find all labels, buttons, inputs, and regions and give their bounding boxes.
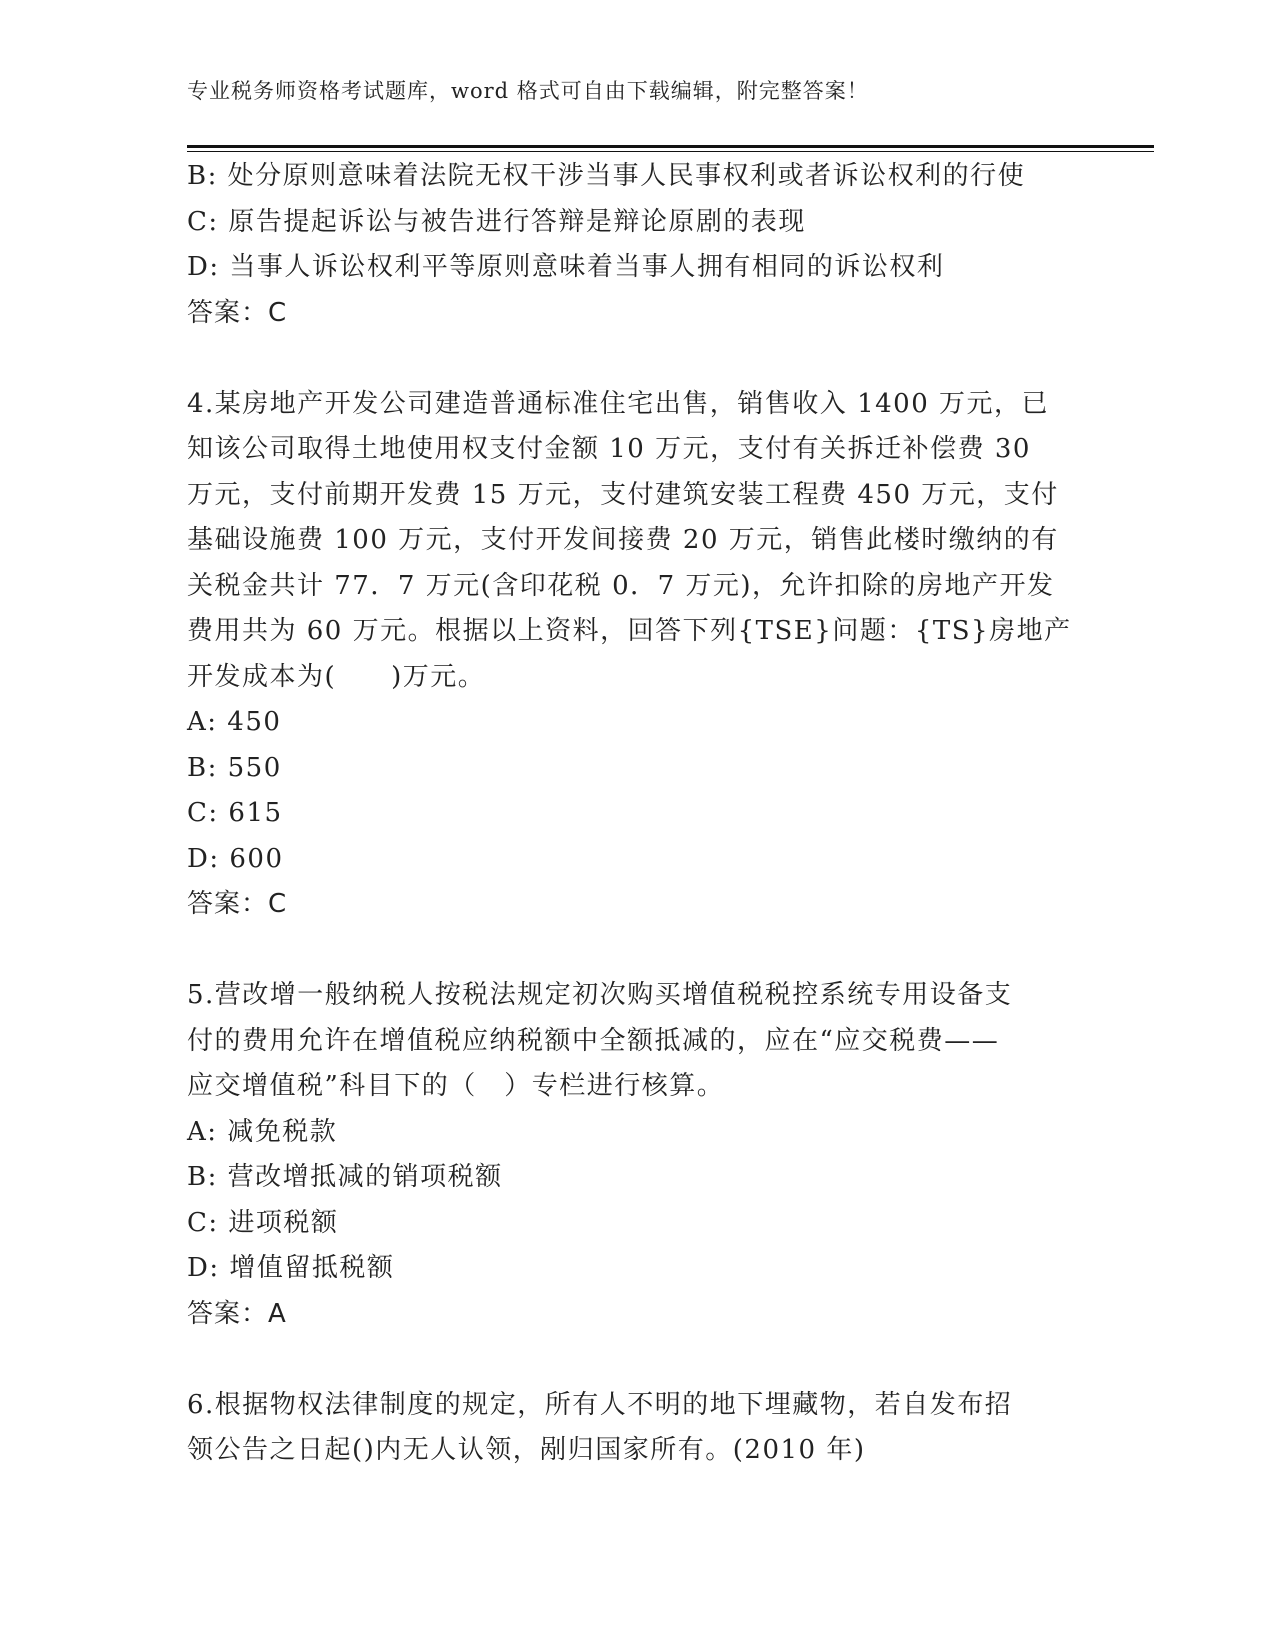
q4-stem-line: 开发成本为( )万元。 — [187, 661, 486, 692]
header-rule-thin — [187, 151, 1154, 152]
q4-option-a: A: 450 — [187, 707, 282, 737]
q5-option-d: D: 增值留抵税额 — [187, 1253, 395, 1283]
question-4 — [187, 382, 1087, 928]
q5-option-b: B: 营改增抵减的销项税额 — [187, 1162, 503, 1192]
q5-stem-line: 5.营改增一般纳税人按税法规定初次购买增值税税控系统专用设备支 — [187, 980, 1013, 1010]
q5-option-a: A: 减免税款 — [187, 1116, 338, 1147]
q6-stem-line: 6.根据物权法律制度的规定，所有人不明的地下埋藏物，若自发布招 — [187, 1389, 1013, 1420]
document-body — [187, 154, 1087, 1474]
q4-stem-line: 关税金共计 77．7 万元(含印花税 0．7 万元)，允许扣除的房地产开发 — [187, 570, 1055, 601]
q3-option-c: C: 原告提起诉讼与被告进行答辩是辩论原剧的表现 — [187, 206, 806, 237]
spacer — [187, 1337, 1087, 1383]
page-header: 专业税务师资格考试题库，word 格式可自由下载编辑，附完整答案！ — [187, 79, 869, 103]
q4-option-b: B: 550 — [187, 752, 282, 783]
q3-answer: 答案：C — [187, 297, 288, 328]
q4-option-d: D: 600 — [187, 843, 284, 874]
q5-option-c: C: 进项税额 — [187, 1207, 339, 1238]
question-3-tail — [187, 154, 1087, 336]
q4-stem-line: 知该公司取得土地使用权支付金额 10 万元，支付有关拆迁补偿费 30 — [187, 434, 1031, 464]
q4-answer: 答案：C — [187, 889, 288, 919]
q4-stem-line: 4.某房地产开发公司建造普通标准住宅出售，销售收入 1400 万元，已 — [187, 388, 1050, 419]
q4-option-c: C: 615 — [187, 798, 283, 828]
q5-answer: 答案：A — [187, 1298, 287, 1329]
question-6 — [187, 1383, 1087, 1474]
q3-option-d: D: 当事人诉讼权利平等原则意味着当事人拥有相同的诉讼权利 — [187, 252, 945, 282]
q5-stem-line: 应交增值税”科目下的（ ）专栏进行核算。 — [187, 1071, 725, 1101]
q3-option-b: B: 处分原则意味着法院无权干涉当事人民事权利或者诉讼权利的行使 — [187, 161, 1026, 191]
spacer — [187, 336, 1087, 382]
q6-stem-line: 领公告之日起()内无人认领，剐归国家所有。(2010 年) — [187, 1435, 866, 1465]
q4-stem-line: 费用共为 60 万元。根据以上资料，回答下列{TSE}问题：{TS}房地产 — [187, 616, 1072, 646]
q4-stem-line: 基础设施费 100 万元，支付开发间接费 20 万元，销售此楼时缴纳的有 — [187, 525, 1059, 555]
question-5 — [187, 973, 1087, 1337]
header-rule-thick — [187, 145, 1154, 148]
q5-stem-line: 付的费用允许在增值税应纳税额中全额抵减的，应在“应交税费—— — [187, 1025, 1000, 1056]
q4-stem-line: 万元，支付前期开发费 15 万元，支付建筑安装工程费 450 万元，支付 — [187, 479, 1059, 510]
spacer — [187, 928, 1087, 974]
